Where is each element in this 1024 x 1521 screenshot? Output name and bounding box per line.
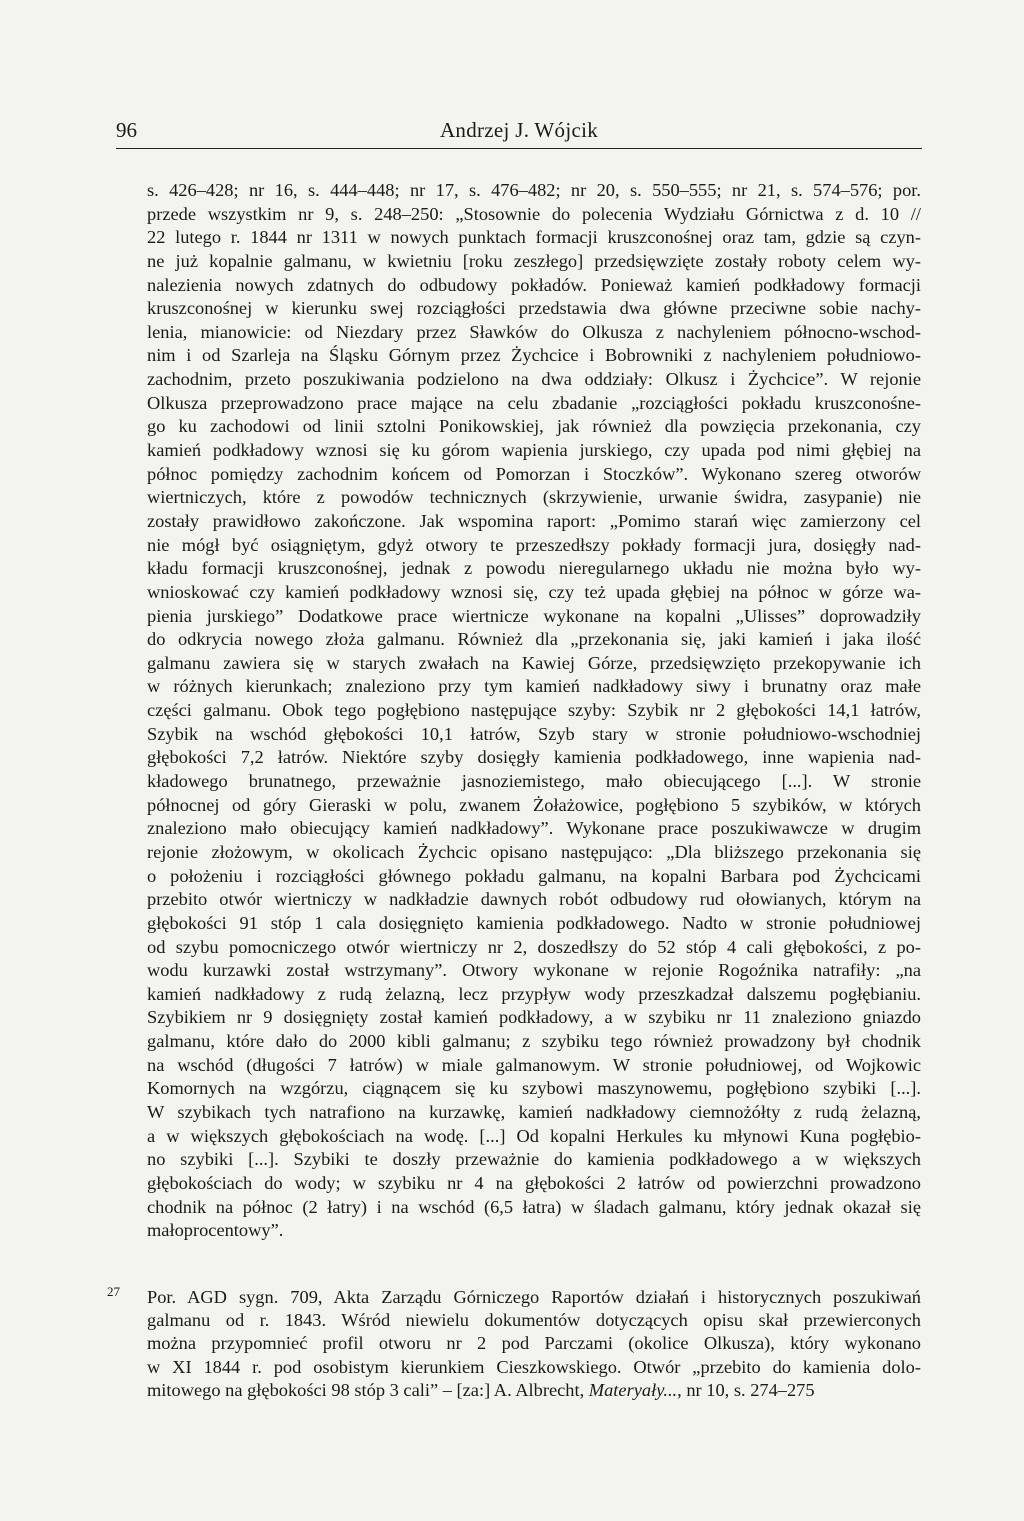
footnote-line: w XI 1844 r. pod osobistym kierunkiem Cieszkowskiego. Otwór „przebito do kamienia dolo- (147, 1356, 921, 1377)
running-header (116, 118, 922, 149)
body-line: zostały prawidłowo zakończone. Jak wspomina raport: „Pomimo starań więc zamierzony cel (147, 510, 921, 531)
body-line: kładu formacji kruszconośnej, jednak z powodu nieregularnego układu nie można było wy- (147, 558, 921, 579)
body-line: no szybiki [...]. Szybiki te doszły przeważnie do kamienia podkładowego a w większych (147, 1149, 921, 1170)
body-line: głębokości 7,2 łatrów. Niektóre szyby dosięgły kamienia podkładowego, inne wapienia nad- (147, 747, 921, 768)
body-line: do odkrycia nowego złoża galmanu. Również dla „przekonania się, jaki kamień i jaka ilość (147, 629, 921, 650)
body-line: galmanu, które dało do 2000 kibli galmanu; z szybiku tego również prowadzony był chodnik (147, 1031, 921, 1052)
body-line: głębokości 91 stóp 1 cala dosięgnięto kamienia podkładowego. Nadto w stronie południowej (147, 912, 921, 933)
body-line: na wschód (długości 7 łatrów) w miale galmanowym. W stronie południowej, od Wojkowic (147, 1054, 921, 1075)
body-line: a w większych głębokościach na wodę. [...] Od kopalni Herkules ku młynowi Kuna pogłębio- (147, 1125, 921, 1146)
body-line: Olkusza przeprowadzono prace mające na celu zbadanie „rozciągłości pokładu kruszconośne- (147, 392, 921, 413)
body-line: od szybu pomocniczego otwór wiertniczy nr 2, doszedłszy do 52 stóp 4 cali głębokości, z po- (147, 936, 921, 957)
body-line: północnej od góry Gieraski w polu, zwanem Żołażowice, pogłębiono 5 szybików, w których (147, 794, 921, 815)
body-line: wnioskować czy kamień podkładowy wznosi się, czy też upada głębiej na północ w górze wa- (147, 581, 921, 602)
body-line: pienia jurskiego” Dodatkowe prace wiertnicze wykonane na kopalni „Ulisses” doprowadziły (147, 605, 921, 626)
footnote-marker: 27 (107, 1284, 120, 1299)
body-line: rejonie złożowym, w okolicach Żychcic opisano następująco: „Dla bliższego przekonania się (147, 841, 921, 862)
body-line: kładowego brunatnego, przeważnie jasnoziemistego, mało obiecującego [...]. W stronie (147, 771, 921, 792)
body-line: znaleziono mało obiecujący kamień nadkładowy”. Wykonane prace poszukiwawcze w drugim (147, 818, 921, 839)
footnote-line-text: , nr 10, s. 274–275 (677, 1379, 815, 1400)
body-line: kruszconośnej w kierunku swej rozciągłości przedstawia dwa główne przeciwne sobie nachy- (147, 298, 921, 319)
footnote-line-text: mitowego na głębokości 98 stóp 3 cali” – [za:] A. Albrecht, (147, 1379, 589, 1400)
body-line: przebito otwór wiertniczy w nadkładzie dawnych robót odbudowy rud ołowianych, którym na (147, 889, 921, 910)
footnote-text (147, 1286, 921, 1379)
body-line: wiertniczych, które z powodów technicznych (skrzywienie, urwanie świdra, zasypanie) nie (147, 487, 921, 508)
body-line: wodu kurzawki został wstrzymany”. Otwory wykonane w rejonie Rogoźnika natrafiły: „na (147, 960, 921, 981)
body-line: nie mógł być osiągniętym, gdyż otwory te przeszedłszy pokłady formacji jura, dosięgły nad- (147, 534, 921, 555)
body-line: Szybikiem nr 9 dosięgnięty został kamień podkładowy, a w szybiku nr 11 znaleziono gniazdo (147, 1007, 921, 1028)
page-number: 96 (116, 118, 137, 142)
body-line: nim i od Szarleja na Śląsku Górnym przez Żychcice i Bobrowniki z nachyleniem południowo- (147, 345, 921, 366)
body-line: chodnik na północ (2 łatry) i na wschód (6,5 łatra) w śladach galmanu, który jednak okazał się (147, 1196, 921, 1217)
footnote-title-italic: Materyały... (588, 1379, 678, 1400)
body-line: północ pomiędzy zachodnim końcem od Pomorzan i Stoczków”. Wykonano szereg otworów (147, 463, 921, 484)
body-line: o położeniu i rozciągłości głównego pokładu galmanu, na kopalni Barbara pod Żychcicami (147, 865, 921, 886)
footnote (107, 1284, 921, 1402)
body-line: nalezienia nowych zdatnych do odbudowy pokładów. Ponieważ kamień podkładowy formacji (147, 274, 921, 295)
body-line: części galmanu. Obok tego pogłębiono następujące szyby: Szybik nr 2 głębokości 14,1 łatrów, (147, 700, 921, 721)
footnote-line: Por. AGD sygn. 709, Akta Zarządu Górniczego Raportów działań i historycznych poszukiwań (147, 1287, 921, 1307)
body-line: Szybik na wschód głębokości 10,1 łatrów, Szyb stary w stronie południowo-wschodniej (147, 723, 921, 744)
body-line: lenia, mianowicie: od Niezdary przez Sławków do Olkusza z nachyleniem północno-wschod- (147, 321, 921, 342)
body-line: kamień nadkładowy z rudą żelazną, lecz przypływ wody przeszkadzał dalszemu pogłębianiu. (147, 983, 921, 1004)
body-line: W szybikach tych natrafiono na kurzawkę, kamień nadkładowy ciemnożółty z rudą żelazną, (147, 1101, 921, 1122)
body-line: ne już kopalnie galmanu, w kwietniu [roku zeszłego] przedsięwzięte zostały roboty celem wy- (147, 250, 921, 271)
body-line: s. 426–428; nr 16, s. 444–448; nr 17, s. 476–482; nr 20, s. 550–555; nr 21, s. 574–576; por. (147, 180, 921, 200)
body-line: kamień podkładowy wznosi się ku górom wapienia jurskiego, czy upada pod nimi głębiej na (147, 440, 921, 461)
body-line: galmanu zawiera się w starych zwałach na Kawiej Górze, przedsięwzięto przekopywanie ich (147, 652, 921, 673)
body-text (147, 179, 921, 1243)
footnote-line: można przypomnieć profil otworu nr 2 pod Parczami (okolice Olkusza), który wykonano (147, 1333, 921, 1354)
running-title: Andrzej J. Wójcik (439, 118, 599, 142)
body-line: Komornych na wzgórzu, ciągnącem się ku szybowi maszynowemu, pogłębiono szybiki [...]. (147, 1078, 921, 1099)
body-line: w różnych kierunkach; znaleziono przy tym kamień nadkładowy siwy i brunatny oraz małe (147, 676, 921, 697)
body-line: przede wszystkim nr 9, s. 248–250: „Stosownie do polecenia Wydziału Górnictwa z d. 10 // (147, 203, 921, 224)
body-line: 22 lutego r. 1844 nr 1311 w nowych punktach formacji kruszconośnej oraz tam, gdzie są czyn- (147, 227, 921, 248)
body-line: małoprocentowy”. (147, 1220, 284, 1241)
body-line: głębokościach do wody; w szybiku nr 4 na głębokości 2 łatrów od powierzchni prowadzono (147, 1172, 921, 1193)
footnote-line: galmanu od r. 1843. Wśród niewielu dokumentów dotyczących opisu skał przewierconych (147, 1310, 921, 1331)
body-line: go ku zachodowi od linii sztolni Ponikowskiej, jak również dla powzięcia przekonania, czy (147, 416, 921, 437)
body-line: zachodnim, przeto poszukiwania podzielono na dwa oddziały: Olkusz i Żychcice”. W rejonie (147, 369, 921, 390)
footnote-line (147, 1379, 921, 1402)
